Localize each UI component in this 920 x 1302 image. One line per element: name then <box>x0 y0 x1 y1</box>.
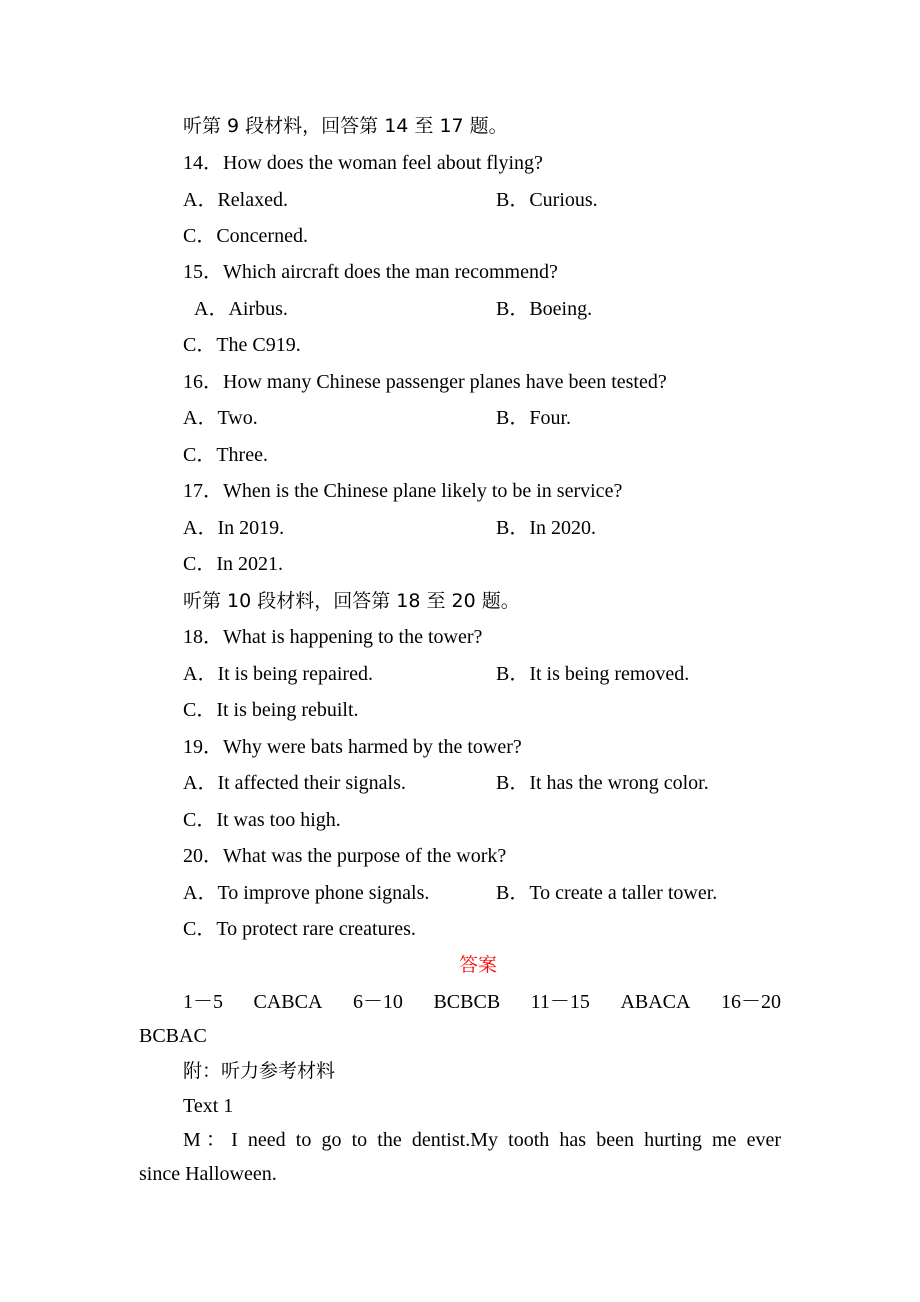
option-b: B．Curious. <box>496 189 598 211</box>
option-b: B．In 2020. <box>496 517 596 539</box>
question-15: 15．Which aircraft does the man recommend? <box>183 261 558 283</box>
options-row <box>183 771 883 795</box>
question-20: 20．What was the purpose of the work? <box>183 845 507 867</box>
question-14: 14．How does the woman feel about flying? <box>183 152 543 174</box>
answers-title: 答案 <box>459 954 498 976</box>
answer-range: 11－15 <box>530 991 590 1013</box>
section-heading: 听第 9 段材料，回答第 14 至 17 题。 <box>183 115 508 137</box>
options-row <box>183 406 883 430</box>
option-a: A．In 2019. <box>183 517 285 539</box>
answer-values: BCBCB <box>433 991 501 1013</box>
options-row <box>183 881 883 905</box>
option-a: A．It is being repaired. <box>183 663 373 685</box>
options-row <box>194 297 894 321</box>
option-c: C．Concerned. <box>183 225 308 247</box>
option-c: C．To protect rare creatures. <box>183 918 416 940</box>
appendix-title: 附：听力参考材料 <box>183 1060 336 1082</box>
option-b: B．Boeing. <box>496 298 593 320</box>
answer-values: ABACA <box>620 991 691 1013</box>
option-b: B．To create a taller tower. <box>496 882 718 904</box>
question-17: 17．When is the Chinese plane likely to be in service? <box>183 480 623 502</box>
option-a: A．Relaxed. <box>183 189 288 211</box>
option-c: C．In 2021. <box>183 553 283 575</box>
answer-range: 16－20 <box>720 991 781 1013</box>
options-row <box>183 662 883 686</box>
option-c: C．It is being rebuilt. <box>183 699 359 721</box>
option-a: A．Airbus. <box>194 298 288 320</box>
transcript-line: since Halloween. <box>139 1163 277 1185</box>
transcript-line: M：I need to go to the dentist.My tooth has been hurting me ever <box>183 1129 781 1151</box>
answer-key-row <box>183 990 781 1014</box>
options-row <box>183 188 883 212</box>
option-b: B．It has the wrong color. <box>496 772 709 794</box>
answer-range: 6－10 <box>352 991 403 1013</box>
option-c: C．The C919. <box>183 334 301 356</box>
question-19: 19．Why were bats harmed by the tower? <box>183 736 522 758</box>
option-c: C．It was too high. <box>183 809 341 831</box>
option-a: A．Two. <box>183 407 258 429</box>
question-18: 18．What is happening to the tower? <box>183 626 483 648</box>
answer-values-wrap: BCBAC <box>139 1025 207 1047</box>
option-c: C．Three. <box>183 444 268 466</box>
option-b: B．It is being removed. <box>496 663 690 685</box>
answer-range: 1－5 <box>183 991 223 1013</box>
section-heading: 听第 10 段材料，回答第 18 至 20 题。 <box>183 590 520 612</box>
question-16: 16．How many Chinese passenger planes have been tested? <box>183 371 667 393</box>
option-b: B．Four. <box>496 407 572 429</box>
option-a: A．It affected their signals. <box>183 772 406 794</box>
answer-values: CABCA <box>253 991 323 1013</box>
text-label: Text 1 <box>183 1095 234 1117</box>
options-row <box>183 516 883 540</box>
option-a: A．To improve phone signals. <box>183 882 430 904</box>
